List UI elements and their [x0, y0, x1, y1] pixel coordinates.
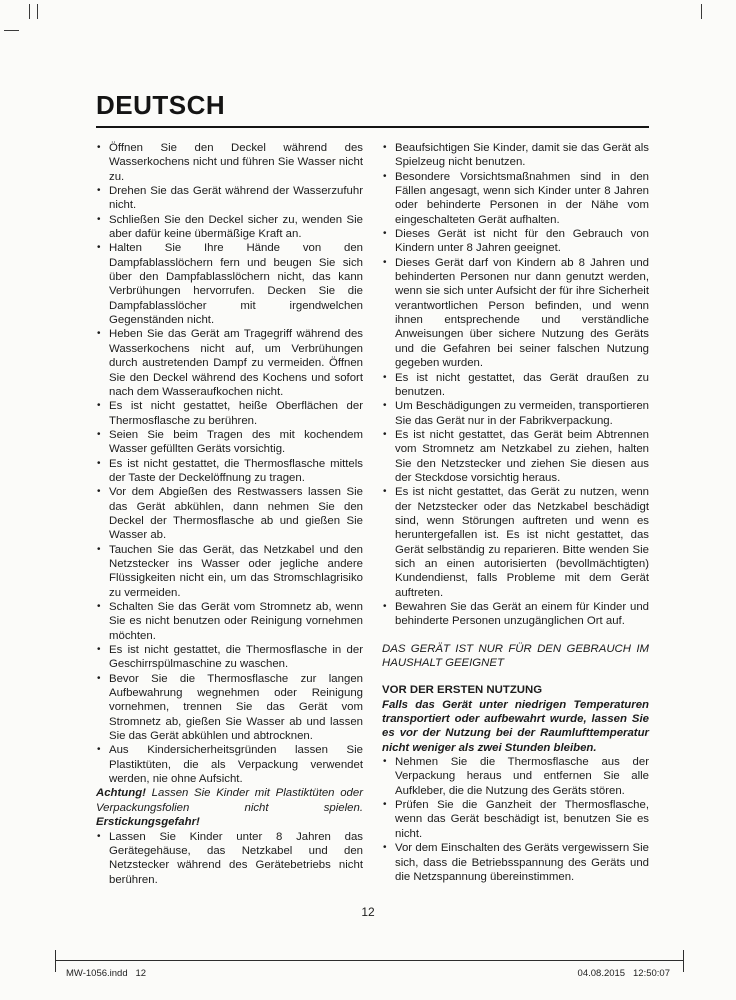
bullet-item: [382, 755, 649, 798]
bullet-dot: •: [383, 486, 387, 498]
bullet-item: [382, 371, 649, 400]
crop-mark-left-edge: [4, 30, 19, 31]
bullet-text: Es ist nicht gestattet, das Gerät zu nutzen, wenn der Netzstecker oder das Netzkabel beschädigt sind, wenn Störungen auftreten und wenn es heruntergefallen ist. Es ist nicht gestattet, das Gerät selbständig zu reparieren. Bitte wenden Sie sich an einen autorisierten (bevollmächtigten) Kundendienst, falls Probleme mit dem Gerät auftreten.: [395, 486, 649, 599]
crop-mark-top-right: [701, 4, 702, 19]
bullet-item: [382, 600, 649, 629]
bullet-text: Besondere Vorsichtsmaßnahmen sind in den Fällen angesagt, wenn sich Kinder unter 8 Jahren oder behinderte Personen in der Nähe vom eingeschalteten Gerät aufhalten.: [395, 170, 649, 226]
bullet-item: [382, 399, 649, 428]
bullet-item: [96, 399, 363, 428]
bullet-dot: •: [383, 400, 387, 412]
bullet-item: [96, 643, 363, 672]
warning-prefix: Achtung!: [96, 787, 146, 800]
bullet-item: [382, 428, 649, 485]
bullet-dot: •: [383, 428, 387, 440]
bullet-dot: •: [97, 601, 101, 612]
bullet-item: [382, 485, 649, 600]
household-only-note: DAS GERÄT IST NUR FÜR DEN GEBRAUCH IM HAUSHALT GEEIGNET: [382, 642, 649, 670]
bullet-dot: •: [97, 185, 101, 197]
left-column: [96, 141, 363, 887]
bullet-item: [382, 256, 649, 371]
bullet-dot: •: [383, 256, 387, 268]
bullet-dot: •: [383, 142, 387, 153]
bullet-dot: •: [97, 428, 101, 440]
warning-emphasis: Erstickungsgefahr!: [96, 816, 200, 829]
bullet-item: [96, 327, 363, 399]
bullet-dot: •: [383, 842, 387, 854]
bullet-item: [96, 830, 363, 887]
bullet-item: [96, 428, 363, 457]
crop-mark-top-left-2: [37, 4, 38, 19]
footer-timestamp: 04.08.2015 12:50:07: [577, 968, 670, 979]
bullet-text: Dieses Gerät ist nicht für den Gebrauch von Kindern unter 8 Jahren geeignet.: [395, 228, 649, 255]
bullet-dot: •: [383, 756, 387, 768]
footer-tick-left: [55, 950, 56, 972]
bullet-item: [382, 227, 649, 256]
bullet-dot: •: [97, 543, 101, 555]
bullet-text: Lassen Sie Kinder unter 8 Jahren das Gerätegehäuse, das Netzkabel und den Netzstecker während des Gerätebetriebs nicht berühren.: [109, 830, 363, 886]
bullet-item: [96, 543, 363, 600]
page-title: DEUTSCH: [96, 90, 226, 120]
bullet-item: [382, 798, 649, 841]
bullet-dot: •: [383, 799, 387, 811]
bullet-item: [96, 600, 363, 643]
section-intro: Falls das Gerät unter niedrigen Temperaturen transportiert oder aufbewahrt wurde, lassen Sie es vor der Nutzung bei der Raumlufttemperatur nicht weniger als zwei Stunden bleiben.: [382, 698, 649, 754]
bullet-item: [96, 672, 363, 744]
bullet-text: Schalten Sie das Gerät vom Stromnetz ab, wenn Sie es nicht benutzen oder Reinigung vornehmen möchten.: [109, 601, 363, 642]
bullet-text: Es ist nicht gestattet, heiße Oberflächen der Thermosflasche zu berühren.: [109, 400, 363, 427]
bullet-item: [96, 457, 363, 486]
section-heading-first-use: VOR DER ERSTEN NUTZUNG: [382, 684, 543, 697]
bullet-item: [382, 841, 649, 884]
bullet-text: Vor dem Abgießen des Restwassers lassen Sie das Gerät abkühlen, dann nehmen Sie den Deckel der Thermosflasche ab und gießen Sie Wasser ab.: [109, 486, 363, 542]
bullet-text: Beaufsichtigen Sie Kinder, damit sie das Gerät als Spielzeug nicht benutzen.: [395, 142, 649, 169]
bullet-dot: •: [97, 242, 101, 254]
bullet-dot: •: [97, 830, 101, 842]
bullet-dot: •: [97, 142, 101, 153]
warning-body: Lassen Sie Kinder mit Plastiktüten oder Verpackungsfolien nicht spielen.: [96, 787, 363, 814]
bullet-text: Aus Kindersicherheitsgründen lassen Sie Plastiktüten, die als Verpackung verwendet werden, nie ohne Aufsicht.: [109, 744, 363, 786]
bullet-text: Um Beschädigungen zu vermeiden, transportieren Sie das Gerät nur in der Fabrikverpackung.: [395, 400, 649, 427]
bullet-dot: •: [97, 213, 101, 225]
page-number: 12: [361, 905, 375, 919]
bullet-dot: •: [97, 328, 101, 340]
bullet-dot: •: [97, 486, 101, 498]
bullet-text: Es ist nicht gestattet, das Gerät draußen zu benutzen.: [395, 371, 649, 398]
bullet-item: [96, 184, 363, 213]
two-column-layout: [96, 141, 649, 887]
bullet-dot: •: [383, 601, 387, 612]
bullet-text: Es ist nicht gestattet, die Thermosflasche mittels der Taste der Deckelöffnung zu tragen.: [109, 457, 363, 484]
bullet-dot: •: [97, 400, 101, 412]
bullet-item: [96, 241, 363, 327]
bullet-item: [96, 743, 363, 786]
bullet-dot: •: [97, 457, 101, 469]
bullet-text: Bevor Sie die Thermosflasche zur langen Aufbewahrung wegnehmen oder Reinigung vornehmen, trennen Sie das Gerät vom Stromnetz ab, gießen Sie Wasser ab und lassen Sie das Gerät abkühlen und abtrocknen.: [109, 672, 363, 743]
bullet-text: Seien Sie beim Tragen des mit kochendem Wasser gefüllten Geräts vorsichtig.: [109, 428, 363, 456]
footer-filename: MW-1056.indd 12: [66, 968, 147, 979]
bullet-dot: •: [383, 228, 387, 240]
bullet-text: Halten Sie Ihre Hände von den Dampfablasslöchern fern und beugen Sie sich über den Dampfablasslöchern nicht, das kann Verbrühungen hervorrufen. Decken Sie die Dampfablasslöcher mit irgendwelchen Gegenständen nicht.: [109, 242, 363, 327]
page-content: [96, 90, 649, 887]
bullet-item: [382, 170, 649, 227]
bullet-text: Tauchen Sie das Gerät, das Netzkabel und den Netzstecker ins Wasser oder jegliche andere Flüssigkeiten nicht ein, um das Stromschlagrisiko zu vermeiden.: [109, 543, 363, 599]
bullet-text: Dieses Gerät darf von Kindern ab 8 Jahren und behinderten Personen nur dann genutzt werden, wenn sie sich unter Aufsicht der für ihre Sicherheit verantwortlichen Person befinden, und wenn ihnen entsprechende und verständliche Anweisungen über sichere Nutzung des Geräts und die Gefahren bei seiner falschen Nutzung gegeben wurden.: [395, 256, 649, 370]
right-column: [382, 141, 649, 887]
bullet-text: Vor dem Einschalten des Geräts vergewissern Sie sich, dass die Betriebsspannung des Geräts und die Netzspannung übereinstimmen.: [395, 842, 649, 883]
bullet-text: Öffnen Sie den Deckel während des Wasserkochens nicht und führen Sie Wasser nicht zu.: [109, 142, 363, 183]
bullet-dot: •: [97, 744, 101, 756]
bullet-dot: •: [383, 170, 387, 182]
warning-paragraph: [96, 786, 363, 829]
bullet-text: Prüfen Sie die Ganzheit der Thermosflasche, wenn das Gerät beschädigt ist, benutzen Sie es nicht.: [395, 799, 649, 840]
bullet-text: Drehen Sie das Gerät während der Wasserzufuhr nicht.: [109, 185, 363, 212]
bullet-text: Nehmen Sie die Thermosflasche aus der Verpackung heraus und entfernen Sie alle Aufkleber, die die Nutzung des Geräts stören.: [395, 756, 649, 797]
crop-mark-top-left-1: [29, 4, 30, 19]
bullet-text: Schließen Sie den Deckel sicher zu, wenden Sie aber dafür keine übermäßige Kraft an.: [109, 213, 363, 241]
bullet-text: Heben Sie das Gerät am Tragegriff während des Wasserkochens nicht auf, um Verbrühungen durch austretenden Dampf zu vermeiden. Öffnen Sie den Deckel während des Kochens und sofort nach dem Wasseraufkochen nicht.: [109, 328, 363, 398]
bullet-item: [96, 141, 363, 184]
bullet-dot: •: [97, 644, 101, 656]
bullet-text: Bewahren Sie das Gerät an einem für Kinder und behinderte Personen unzugänglichen Ort auf.: [395, 601, 649, 628]
bullet-text: Es ist nicht gestattet, das Gerät beim Abtrennen vom Stromnetz am Netzkabel zu ziehen, halten Sie den Netzstecker und ziehen Sie diesen aus der Steckdose vorsichtig heraus.: [395, 428, 649, 484]
footer-tick-right: [683, 950, 684, 972]
title-rule: [96, 126, 649, 128]
bullet-item: [96, 213, 363, 242]
footer-rule: [55, 960, 683, 961]
bullet-text: Es ist nicht gestattet, die Thermosflasche in der Geschirrspülmaschine zu waschen.: [109, 644, 363, 671]
bullet-dot: •: [383, 371, 387, 383]
bullet-item: [382, 141, 649, 170]
bullet-item: [96, 485, 363, 542]
bullet-dot: •: [97, 672, 101, 684]
